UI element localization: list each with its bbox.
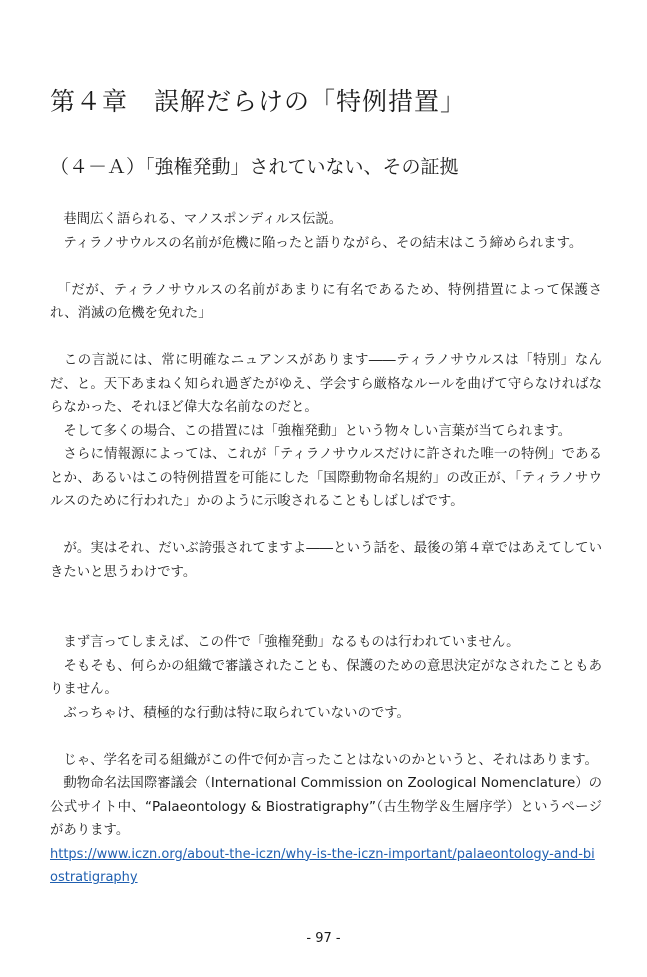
- spacer: [50, 255, 602, 279]
- paragraph: この言説には、常に明確なニュアンスがあります――ティラノサウルスは「特別」なんだ、と。天下あまねく知られ過ぎたがゆえ、学会すら厳格なルールを曲げて守らなければならなかった、それほど偉大な名前なのだと。: [50, 353, 602, 415]
- paragraph: そもそも、何らかの組織で審議されたことも、保護のための意思決定がなされたこともありません。: [50, 658, 602, 697]
- paragraph: ティラノサウルスの名前が危機に陥ったと語りながら、その結末はこう締められます。: [50, 235, 583, 251]
- quote-paragraph: 「だが、ティラノサウルスの名前があまりに有名であるため、特例措置によって保護され、消滅の危機を免れた」: [50, 282, 602, 321]
- section-title: （４－Ａ）「強権発動」されていない、その証拠: [50, 156, 459, 178]
- paragraph: まず言ってしまえば、この件で「強権発動」なるものは行われていません。: [50, 635, 520, 650]
- spacer: [50, 725, 602, 749]
- paragraph: が。実はそれ、だいぶ誇張されてますよ――という話を、最後の第４章ではあえてしていきたいと思うわけです。: [50, 541, 602, 580]
- page-number: - 97 -: [306, 931, 341, 946]
- chapter-title: 第４章 誤解だらけの「特例措置」: [50, 87, 467, 116]
- body-text: [50, 208, 602, 890]
- spacer: [50, 326, 602, 350]
- spacer: [50, 514, 602, 538]
- paragraph: そして多くの場合、この措置には「強権発動」という物々しい言葉が当てられます。: [50, 423, 572, 439]
- paragraph: 動物命名法国際審議会（International Commission on Zoological Nomenclature）の公式サイト中、“Palaeontology & Biostratigraphy”（古生物学＆生層序学）というページがあります。: [50, 776, 602, 838]
- paragraph: さらに情報源によっては、これが「ティラノサウルスだけに許された唯一の特例」であるとか、あるいはこの特例措置を可能にした「国際動物命名規約」の改正が、「ティラノサウルスのために行われた」かのように示唆されることもしばしばです。: [50, 447, 602, 509]
- paragraph: じゃ、学名を司る組織がこの件で何か言ったことはないのかというと、それはあります。: [50, 752, 598, 768]
- iczn-link[interactable]: https://www.iczn.org/about-the-iczn/why-is-the-iczn-important/palaeontology-and-biostratigraphy: [50, 846, 595, 885]
- paragraph: ぶっちゃけ、積極的な行動は特に取られていないのです。: [50, 705, 410, 721]
- spacer: [50, 584, 602, 631]
- paragraph: 巷間広く語られる、マノスポンディルス伝説。: [50, 212, 343, 227]
